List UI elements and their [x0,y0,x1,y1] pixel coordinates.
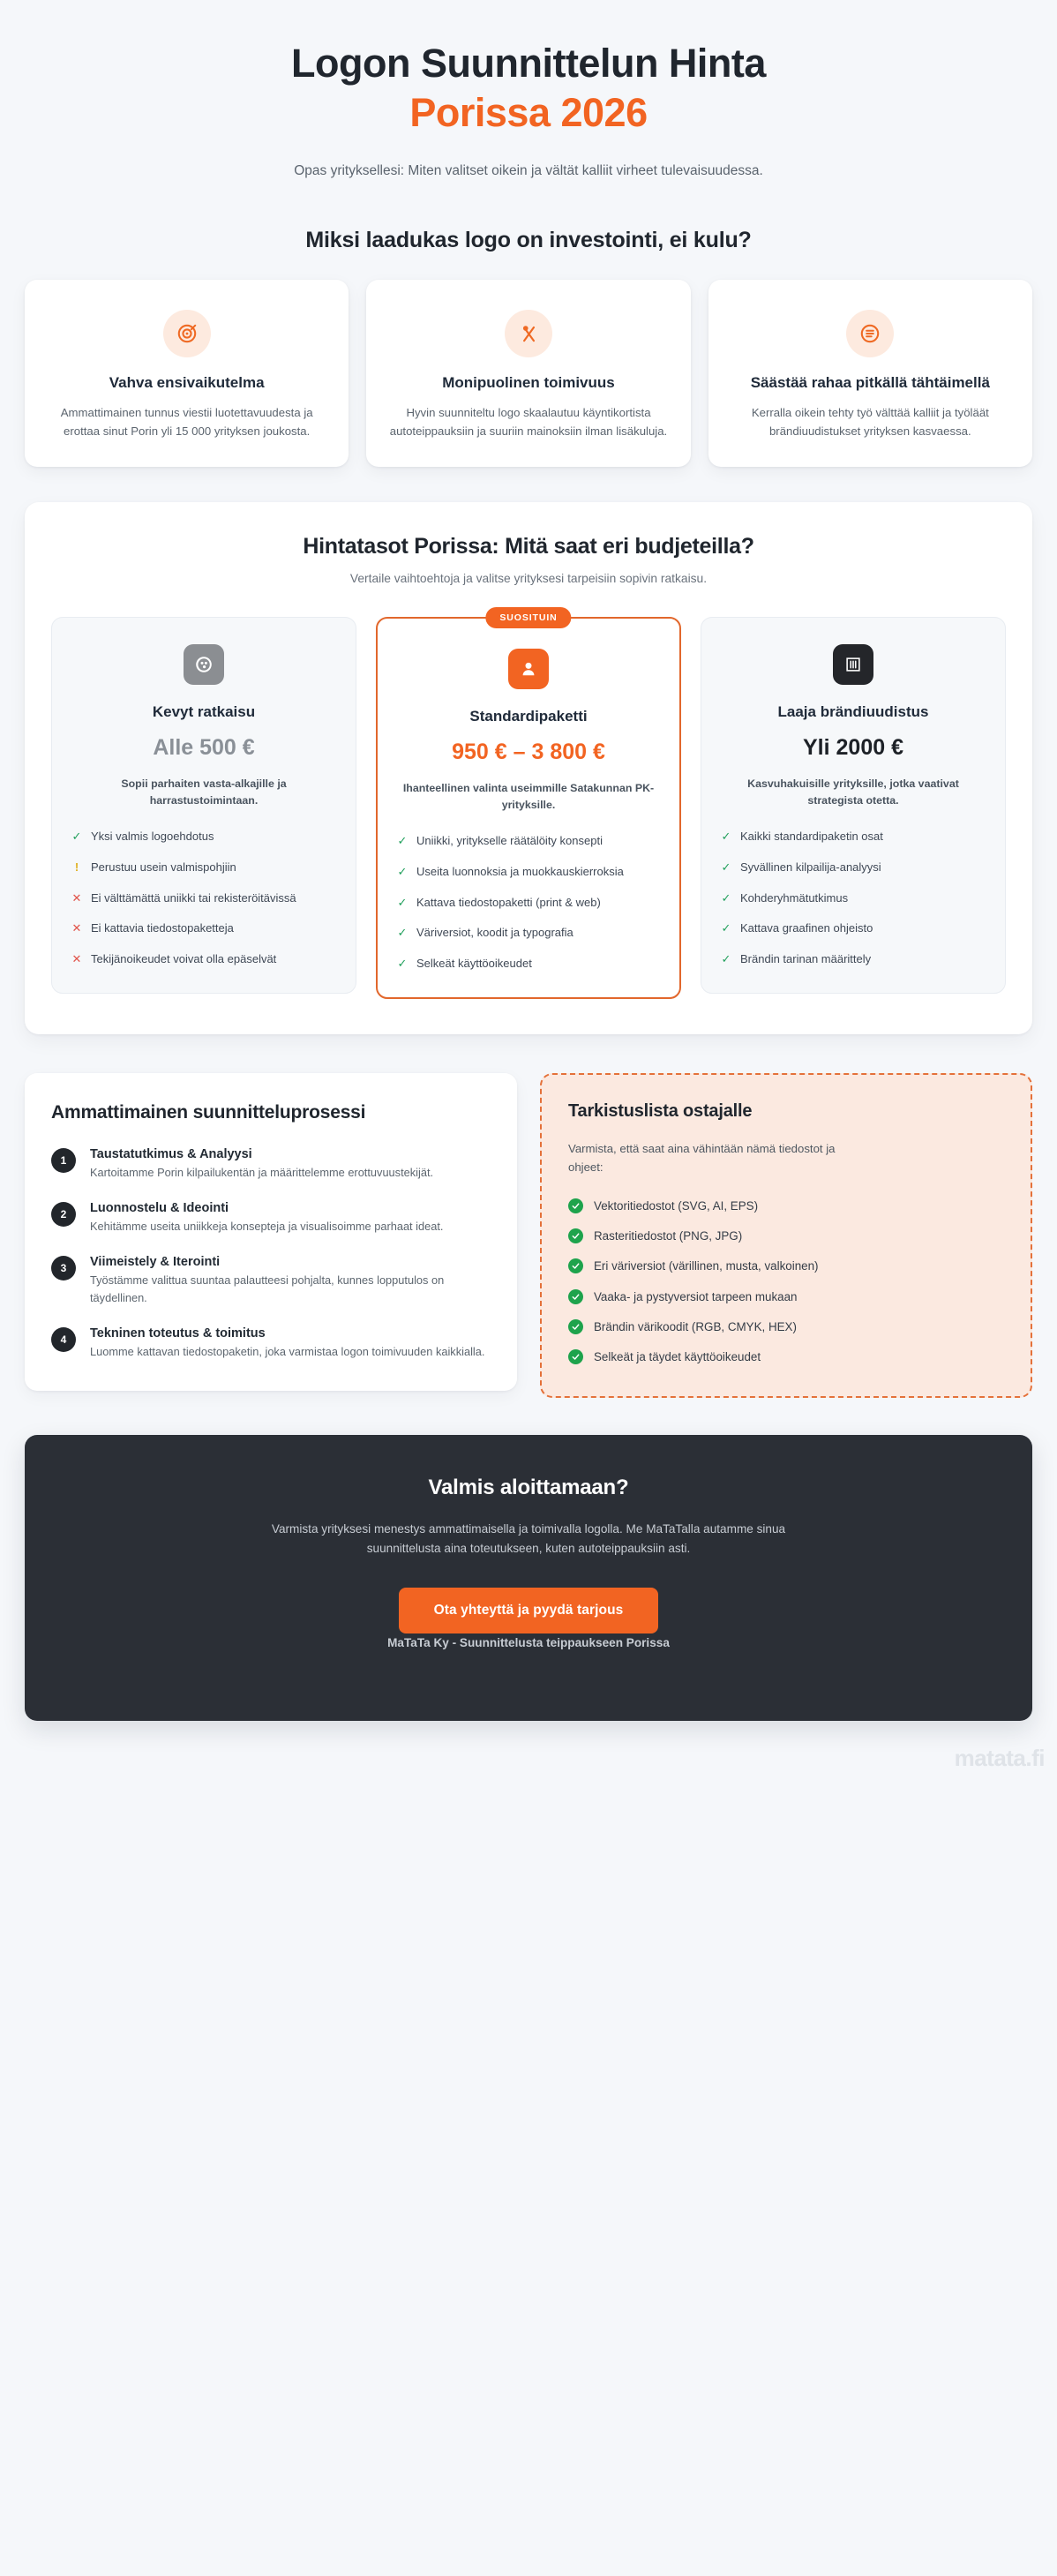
check-icon: ✓ [397,864,408,878]
pricing-tier-card[interactable] [51,617,356,994]
tier-feature-label: Kohderyhmätutkimus [740,890,849,905]
pricing-title: Hintatasot Porissa: Mitä saat eri budjeteilla? [303,534,754,560]
tier-tagline: Sopii parhaiten vasta-alkajille ja harrastustoimintaan. [121,777,287,807]
tier-feature-label: Väriversiot, koodit ja typografia [416,926,573,940]
tier-feature-item [721,920,986,937]
tier-feature-label: Perustuu usein valmispohjiin [91,860,236,874]
scissors-icon [505,310,552,357]
check-circle-icon [568,1198,583,1213]
tier-feature-label: Brändin tarinan määrittely [740,952,872,966]
cta-card [25,1435,1032,1721]
process-step [51,1255,491,1307]
tier-feature-item [397,894,660,912]
step-body [90,1326,484,1361]
benefit-card [366,280,690,468]
person-orange-icon [508,649,549,689]
bank-dark-icon [833,644,873,685]
step-number: 2 [51,1202,76,1227]
step-number: 4 [51,1327,76,1352]
tier-price: 950 € – 3 800 € [452,740,605,765]
step-description: Luomme kattavan tiedostopaketin, joka varmistaa logon toimivuuden kaikkialla. [90,1344,485,1358]
cta-section [0,1398,1057,1721]
pricing-tier-card[interactable] [701,617,1006,994]
process-step [51,1326,491,1361]
check-icon: ✓ [721,921,731,935]
step-body [90,1201,443,1235]
check-circle-icon [568,1289,583,1304]
tier-feature-label: Yksi valmis logoehdotus [91,830,214,844]
tier-feature-list [71,828,336,968]
benefit-description: Kerralla oikein tehty työ välttää kalliit ja työläät brändiuudistukset yrityksen kasvaessa. [751,405,989,438]
cross-icon: ✕ [71,890,82,905]
pricing-tier-card-featured[interactable] [376,612,681,999]
bottom-spacer [0,1721,1057,1783]
step-title: Tekninen toteutus & toimitus [90,1326,266,1341]
check-icon: ✓ [397,895,408,909]
tier-feature-label: Useita luonnoksia ja muokkauskierroksia [416,864,624,878]
process-and-checklist [0,1034,1057,1398]
checklist-card [540,1073,1032,1398]
document-lines-icon [846,310,894,357]
checklist-intro: Varmista, että saat aina vähintään nämä tiedostot ja ohjeet: [568,1141,836,1175]
benefit-card [25,280,349,468]
benefit-title: Monipuolinen toimivuus [442,373,615,391]
step-description: Kartoitamme Porin kilpailukentän ja määrittelemme erottuvuustekijät. [90,1166,434,1180]
benefit-card [708,280,1032,468]
tier-price: Yli 2000 € [803,735,903,761]
pricing-subtitle: Vertaile vaihtoehtoja ja valitse yrityksesi tarpeisiin sopivin ratkaisu. [349,572,708,586]
tier-feature-label: Uniikki, yritykselle räätälöity konsepti [416,834,603,848]
step-title: Viimeistely & Iterointi [90,1255,221,1270]
checklist-title: Tarkistuslista ostajalle [568,1100,753,1121]
status-badge: SUOSITUIN [485,607,571,628]
tier-feature-item [721,950,986,968]
check-icon: ✓ [721,830,731,844]
tier-feature-label: Syvällinen kilpailija-analyysi [740,860,881,874]
process-step [51,1201,491,1235]
tier-feature-item [721,890,986,907]
why-section-heading: Miksi laadukas logo on investointi, ei kulu? [305,227,752,252]
checklist-item-label: Rasteritiedostot (PNG, JPG) [594,1229,743,1243]
tier-feature-label: Tekijänoikeudet voivat olla epäselvät [91,952,277,966]
process-title: Ammattimainen suunnitteluprosessi [51,1101,366,1123]
cta-footer-note: MaTaTa Ky - Suunnittelusta teippaukseen Porissa [387,1635,670,1649]
checklist-item [568,1348,1004,1366]
process-step [51,1147,491,1182]
checklist-item [568,1258,1004,1275]
pricing-section [25,502,1032,1034]
checklist-item [568,1288,1004,1306]
step-number: 3 [51,1256,76,1280]
cta-body: Varmista yrityksesi menestys ammattimaisella ja toimivalla logolla. Me MaTaTalla autamme sinua suunnittelusta aina toteutukseen, kuten autoteippauksiin asti. [271,1521,786,1556]
page-title-line1: Logon Suunnittelun Hinta [291,41,766,86]
target-icon [163,310,211,357]
tier-price: Alle 500 € [153,735,255,761]
tier-feature-item [71,950,336,968]
site-watermark: matata.fi [954,1744,1045,1771]
pricing-tier-grid [51,612,1006,999]
tier-tagline: Ihanteellinen valinta useimmille Satakunnan PK-yrityksille. [402,781,655,811]
checklist-item-label: Vaaka- ja pystyversiot tarpeen mukaan [594,1289,798,1303]
checklist-item [568,1228,1004,1245]
check-icon: ✓ [721,890,731,905]
tier-name: Kevyt ratkaisu [152,703,256,721]
check-circle-icon [568,1349,583,1364]
checklist-item-label: Selkeät ja täydet käyttöoikeudet [594,1349,761,1363]
face-grey-icon [184,644,224,685]
check-circle-icon [568,1228,583,1243]
benefit-card-grid [0,253,1057,468]
warning-icon: ! [74,860,79,874]
step-title: Luonnostelu & Ideointi [90,1201,229,1216]
benefit-title: Vahva ensivaikutelma [109,373,265,391]
tier-feature-list [397,832,660,973]
step-description: Työstämme valittua suuntaa palautteesi pohjalta, kunnes lopputulos on täydellinen. [90,1273,445,1305]
process-card [25,1073,517,1391]
tier-feature-label: Ei kattavia tiedostopaketteja [91,921,234,935]
tier-feature-item [71,828,336,845]
tier-feature-item [397,924,660,942]
contact-request-quote-button[interactable]: Ota yhteyttä ja pyydä tarjous [399,1588,659,1633]
tier-feature-label: Kaikki standardipaketin osat [740,830,883,844]
check-icon: ✓ [721,952,731,966]
tier-name: Laaja brändiuudistus [777,703,929,721]
tier-feature-item [71,859,336,876]
cta-heading: Valmis aloittamaan? [428,1475,629,1499]
step-description: Kehitämme useita uniikkeja konsepteja ja visualisoimme parhaat ideat. [90,1220,444,1234]
benefit-description: Hyvin suunniteltu logo skaalautuu käyntikortista autoteippauksiin ja suuriin mainoksiin ilman lisäkuluja. [389,405,668,438]
tier-feature-item [71,890,336,907]
tier-feature-label: Ei välttämättä uniikki tai rekisteröitävissä [91,890,296,905]
tier-feature-item [397,863,660,881]
check-icon: ✓ [397,926,408,940]
checklist-item-label: Eri väriversiot (värillinen, musta, valkoinen) [594,1259,819,1273]
tier-feature-label: Kattava tiedostopaketti (print & web) [416,895,601,909]
cross-icon: ✕ [71,952,82,966]
step-body [90,1255,491,1307]
check-circle-icon [568,1258,583,1273]
checklist-item [568,1318,1004,1336]
benefit-title: Säästää rahaa pitkällä tähtäimellä [750,373,990,391]
checklist-item-label: Brändin värikoodit (RGB, CMYK, HEX) [594,1319,797,1333]
check-icon: ✓ [721,860,731,874]
check-icon: ✓ [397,834,408,848]
cross-icon: ✕ [71,921,82,935]
check-circle-icon [568,1319,583,1334]
tier-feature-item [71,920,336,937]
checklist-item-label: Vektoritiedostot (SVG, AI, EPS) [594,1199,759,1213]
page-title-line2: Porissa 2026 [409,89,648,135]
tier-feature-item [397,955,660,973]
checklist-items [568,1198,1004,1366]
step-number: 1 [51,1148,76,1173]
tier-feature-label: Kattava graafinen ohjeisto [740,921,873,935]
tier-name: Standardipaketti [469,708,588,725]
tier-feature-list [721,828,986,968]
tier-feature-label: Selkeät käyttöoikeudet [416,957,532,971]
check-icon: ✓ [397,957,408,971]
tier-tagline: Kasvuhakuisille yrityksille, jotka vaativat strategista otetta. [747,777,959,807]
tier-feature-item [397,832,660,850]
hero-section [0,0,1057,182]
step-title: Taustatutkimus & Analyysi [90,1147,252,1162]
benefit-description: Ammattimainen tunnus viestii luotettavuudesta ja erottaa sinut Porin yli 15 000 yrityksen joukosta. [60,405,313,438]
hero-subtitle: Opas yrityksellesi: Miten valitset oikein ja vältät kalliit virheet tulevaisuudessa. [294,162,763,178]
check-icon: ✓ [71,830,82,844]
step-body [90,1147,433,1182]
checklist-item [568,1198,1004,1215]
page-title [53,41,1004,136]
tier-feature-item [721,828,986,845]
tier-feature-item [721,859,986,876]
